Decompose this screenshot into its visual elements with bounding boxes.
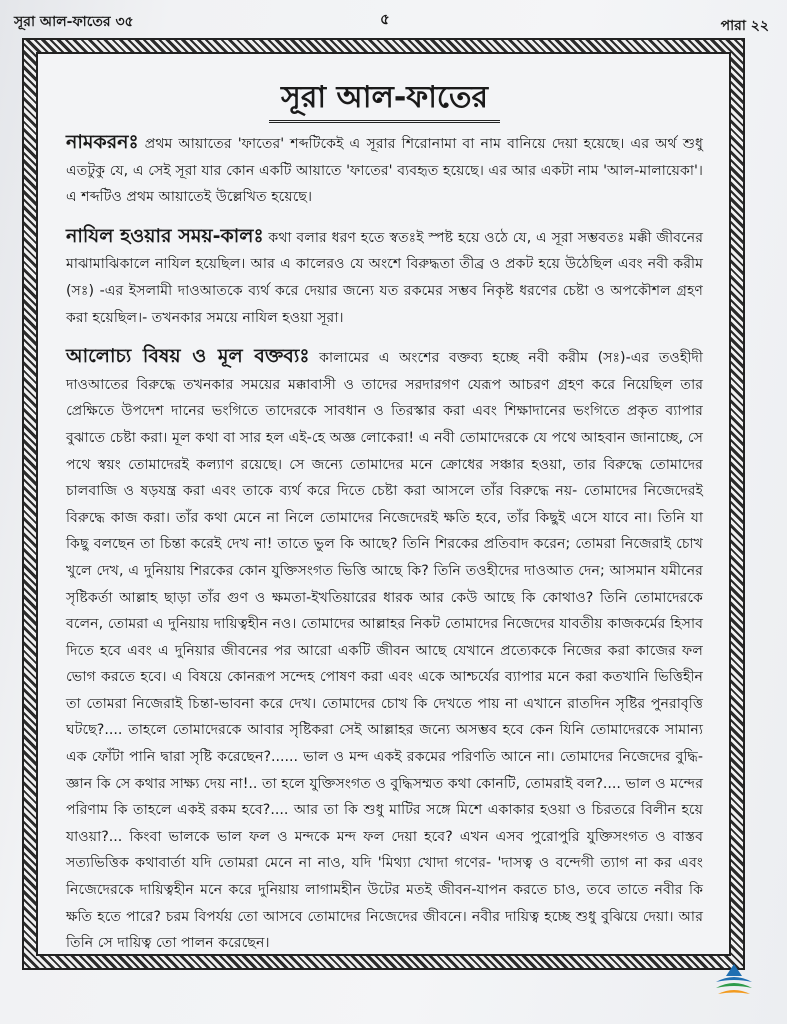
section-main-theme <box>66 343 703 957</box>
running-header <box>10 6 773 32</box>
section-naming <box>66 129 703 211</box>
page-number: ৫ <box>380 10 390 28</box>
page-title-text: সূরা আল-ফাতের <box>269 76 500 123</box>
section-heading: আলোচ্য বিষয় ও মূল বক্তব্যঃ <box>66 345 310 368</box>
section-text: কথা বলার ধরণ হতে স্বতঃই স্পষ্ট হয়ে ওঠে যে, এ সূরা সম্ভবতঃ মক্কী জীবনের মাঝামাঝিকালে নাযিল হয়েছিল। আর এ কালেরও যে অংশে বিরুদ্ধতা তীব্র ও প্রকট হয়ে উঠেছিল এবং নবী করীম (সঃ) -এর ইসলামী দাওআতকে ব্যর্থ করে দেয়ার জন্যে যত রকমের সম্ভব নিকৃষ্ট ধরণের চেষ্টা ও অপকৌশল গ্রহণ করা হয়েছিল।- তখনকার সময়ে নাযিল হওয়া সূরা। <box>66 229 703 326</box>
page-content <box>66 76 703 969</box>
section-heading: নাযিল হওয়ার সময়-কালঃ <box>66 224 264 247</box>
publisher-logo-icon <box>712 962 756 1002</box>
section-text: কালামের এ অংশের বক্তব্য হচ্ছে নবী করীম (সঃ)-এর তওহীদী দাওআতের বিরুদ্ধে তখনকার সময়ের মক্কাবাসী ও তাদের সরদারগণ যেরূপ আচরণ গ্রহণ করে নিয়েছিল তার প্রেক্ষিতে উপদেশ দানের ভংগিতে তাদেরকে সাবধান ও তিরস্কার করা এবং শিক্ষাদানের ভংগিতে প্রকৃত ব্যাপার বুঝাতে চেষ্টা করা। মূল কথা বা সার হল এই-হে অজ্ঞ লোকেরা! এ নবী তোমাদেরকে যে পথে আহবান জানাচ্ছে, সে পথে স্বয়ং তোমাদেরই কল্যাণ রয়েছে। সে জন্যে তোমাদের মনে ক্রোধের সঞ্চার হওয়া, তার বিরুদ্ধে তোমাদের চালবাজি ও ষড়যন্ত্র করা এবং তাকে ব্যর্থ করে দিতে চেষ্টা করা আসলে তাঁর বিরুদ্ধে নয়- তোমাদের নিজেদেরই বিরুদ্ধে কাজ করা। তাঁর কথা মেনে না নিলে তোমাদের নিজেদেরই ক্ষতি হবে, তাঁর কিছুই এসে যাবে না। তিনি যা কিছু বলছেন তা চিন্তা করেই দেখ না! তাতে ভুল কি আছে? তিনি শিরকের প্রতিবাদ করেন; তোমরা নিজেরাই চোখ খুলে দেখ, এ দুনিয়ায় শিরকের কোন যুক্তিসংগত ভিত্তি আছে কি? তিনি তওহীদের দাওআত দেন; আসমান যমীনের সৃষ্টিকর্তা আল্লাহ ছাড়া তাঁর গুণ ও ক্ষমতা-ইখতিয়ারের ধারক আর কেউ আছে কি কোথাও? তিনি তোমাদেরকে বলেন, তোমরা এ দুনিয়ায় দায়িত্বহীন নও। তোমাদের আল্লাহর নিকট তোমাদের নিজেদের যাবতীয় কাজকর্মের হিসাব দিতে হবে এবং এ দুনিয়ার জীবনের পর আরো একটি জীবন আছে যেখানে প্রত্যেককে নিজের করা কাজের ফল ভোগ করতে হবে। এ বিষয়ে কোনরূপ সন্দেহ পোষণ করা এবং একে আশ্চর্যের ব্যাপার মনে করা কতখানি ভিত্তিহীন তা তোমরা নিজেরাই চিন্তা-ভাবনা করে দেখ। তোমাদের চোখ কি দেখতে পায় না এখানে রাতদিন সৃষ্টির পুনরাবৃত্তি ঘটছে?.... তাহলে তোমাদেরকে আবার সৃষ্টিকরা সেই আল্লাহর জন্যে অসম্ভব হবে কেন যিনি তোমাদেরকে সামান্য এক ফোঁটা পানি দ্বারা সৃষ্টি করেছেন?...... ভাল ও মন্দ একই রকমের পরিণতি আনে না। তোমাদের নিজেদের বুদ্ধি-জ্ঞান কি সে কথার সাক্ষ্য দেয় না!.. তা হলে যুক্তিসংগত ও বুদ্ধিসম্মত কথা কোনটি, তোমরাই বল?.... ভাল ও মন্দের পরিণাম কি তাহলে একই রকম হবে?.... আর তা কি শুধু মাটির সঙ্গে মিশে একাকার হওয়া ও চিরতরে বিলীন হয়ে যাওয়া?... কিংবা ভালকে ভাল ফল ও মন্দকে মন্দ ফল দেয়া হবে? এখন এসব পুরোপুরি যুক্তিসংগত ও বাস্তব সত্যভিত্তিক কথাবার্তা যদি তোমরা মেনে না নাও, যদি 'মিথ্যা খোদা গণের- 'দাসত্ব ও বন্দেগী ত্যাগ না কর এবং নিজেদেরকে দায়িত্বহীন মনে করে দুনিয়ায় লাগামহীন উটের মতই জীবন-যাপন করতে চাও, তবে তাতে নবীর কি ক্ষতি হতে পারে? চরম বিপর্যয় তো আসবে তোমাদের নিজেদের জীবনে। নবীর দায়িত্ব হচ্ছে শুধু বুঝিয়ে দেয়া। আর তিনি সে দায়িত্ব তো পালন করেছেন। <box>66 350 703 952</box>
section-text: প্রথম আয়াতের 'ফাতের' শব্দটিকেই এ সূরার শিরোনামা বা নাম বানিয়ে দেয়া হয়েছে। এর অর্থ শুধু এতটুকু যে, এ সেই সূরা যার কোন একটি আয়াতে 'ফাতের' ব্যবহৃত হয়েছে। এর আর একটা নাম 'আল-মালায়েকা'। এ শব্দটিও প্রথম আয়াতেই উল্লেখিত হয়েছে। <box>66 136 703 206</box>
section-revelation-period <box>66 223 703 331</box>
section-heading: নামকরনঃ <box>66 131 139 153</box>
running-header-surah: সূরা আল-ফাতের ৩৫ <box>14 14 134 30</box>
page-title <box>66 76 703 123</box>
decorative-border <box>22 38 745 970</box>
running-header-para: পারা ২২ <box>720 18 769 34</box>
